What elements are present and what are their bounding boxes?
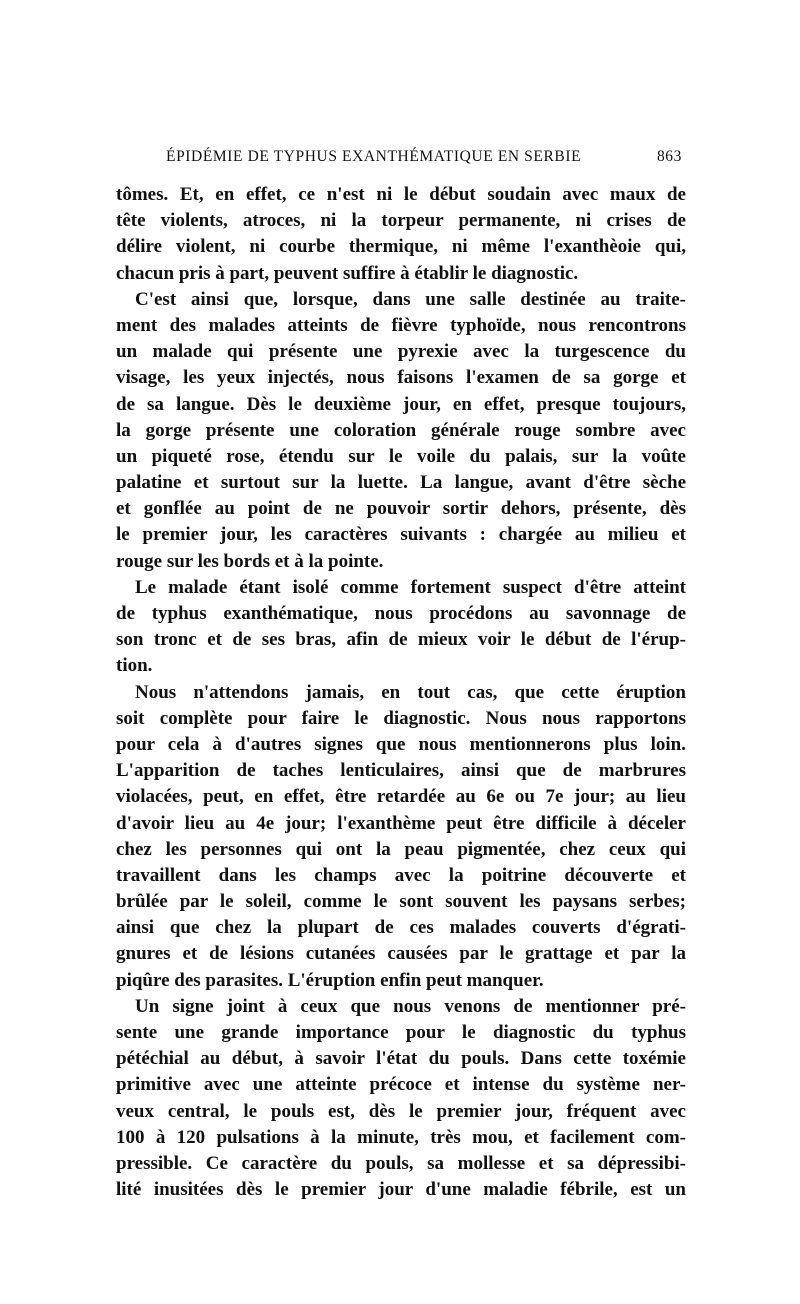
- paragraph-5: [116, 994, 686, 1204]
- text-line: violacées, peut, en effet, être retardée au 6e ou 7e jour; au lieu: [116, 786, 686, 808]
- text-line: pressible. Ce caractère du pouls, sa mollesse et sa dépressibi-: [116, 1152, 686, 1174]
- text-line: lité inusitées dès le premier jour d'une maladie fébrile, est un: [116, 1179, 686, 1201]
- text-line: soit complète pour faire le diagnostic. Nous nous rapportons: [116, 707, 686, 729]
- text-line: pétéchial au début, à savoir l'état du pouls. Dans cette toxémie: [116, 1048, 686, 1070]
- text-line: Nous n'attendons jamais, en tout cas, que cette éruption: [135, 681, 686, 703]
- text-line: rouge sur les bords et à la pointe.: [116, 550, 384, 572]
- text-line: ment des malades atteints de fièvre typhoïde, nous rencontrons: [116, 314, 686, 336]
- text-line: veux central, le pouls est, dès le premier jour, fréquent avec: [116, 1100, 686, 1122]
- text-line: chez les personnes qui ont la peau pigmentée, chez ceux qui: [116, 838, 686, 860]
- text-line: d'avoir lieu au 4e jour; l'exanthème peut être difficile à déceler: [116, 812, 686, 834]
- paragraph-2: [116, 287, 686, 575]
- text-line: le premier jour, les caractères suivants : chargée au milieu et: [116, 524, 686, 546]
- text-line: brûlée par le soleil, comme le sont souvent les paysans serbes;: [116, 891, 686, 913]
- text-line: L'apparition de taches lenticulaires, ainsi que de marbrures: [116, 760, 686, 782]
- text-line: travaillent dans les champs avec la poitrine découverte et: [116, 864, 686, 886]
- text-line: un piqueté rose, étendu sur le voile du palais, sur la voûte: [116, 445, 686, 467]
- paragraph-4: [116, 680, 686, 994]
- text-line: chacun pris à part, peuvent suffire à établir le diagnostic.: [116, 262, 579, 284]
- text-line: de typhus exanthématique, nous procédons au savonnage de: [116, 603, 686, 624]
- text-line: sente une grande importance pour le diagnostic du typhus: [116, 1022, 686, 1043]
- text-line: Le malade étant isolé comme fortement suspect d'être atteint: [135, 576, 686, 598]
- text-line: Un signe joint à ceux que nous venons de mentionner pré-: [135, 995, 686, 1017]
- text-line: palatine et surtout sur la luette. La langue, avant d'être sèche: [116, 472, 686, 494]
- text-line: gnures et de lésions cutanées causées par le grattage et par la: [116, 943, 686, 965]
- text-line: tion.: [116, 655, 153, 677]
- text-line: tête violents, atroces, ni la torpeur permanente, ni crises de: [116, 210, 686, 232]
- text-line: de sa langue. Dès le deuxième jour, en effet, presque toujours,: [116, 393, 686, 415]
- text-line: primitive avec une atteinte précoce et intense du système ner-: [116, 1074, 686, 1096]
- text-line: et gonflée au point de ne pouvoir sortir dehors, présente, dès: [116, 498, 686, 520]
- text-line: délire violent, ni courbe thermique, ni même l'exanthèоie qui,: [116, 236, 686, 258]
- text-line: tômes. Et, en effet, ce n'est ni le début soudain avec maux de: [116, 184, 686, 205]
- body-text: [116, 182, 686, 1203]
- text-line: son tronc et de ses bras, afin de mieux voir le début de l'érup-: [116, 629, 686, 651]
- page-number: 863: [656, 148, 682, 165]
- running-title: ÉPIDÉMIE DE TYPHUS EXANTHÉMATIQUE EN SERBIE: [166, 148, 582, 165]
- paragraph-3: [116, 575, 686, 680]
- running-head: [116, 148, 686, 170]
- text-line: C'est ainsi que, lorsque, dans une salle destinée au traite-: [135, 288, 686, 310]
- text-line: ainsi que chez la plupart de ces malades couverts d'égrati-: [116, 917, 686, 939]
- text-line: un malade qui présente une pyrexie avec la turgescence du: [116, 341, 686, 363]
- text-line: visage, les yeux injectés, nous faisons l'examen de sa gorge et: [116, 367, 686, 389]
- text-line: 100 à 120 pulsations à la minute, très mou, et facilement com-: [116, 1126, 686, 1148]
- text-line: pour cela à d'autres signes que nous mentionnerons plus loin.: [116, 733, 686, 755]
- text-line: la gorge présente une coloration générale rouge sombre avec: [116, 419, 686, 441]
- text-line: piqûre des parasites. L'éruption enfin peut manquer.: [116, 969, 544, 991]
- paragraph-1: [116, 182, 686, 287]
